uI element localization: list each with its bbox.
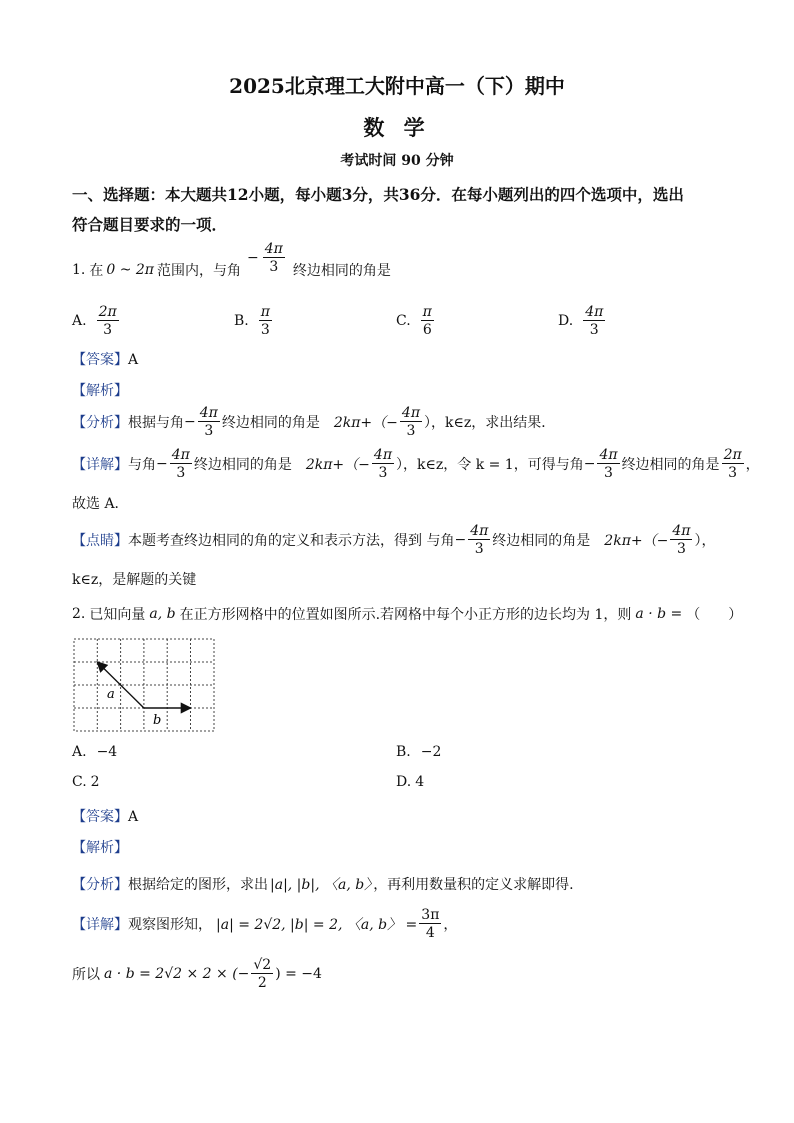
q2-analysis-tag: 【解析】	[72, 840, 128, 856]
q1-choose-line: 故选 A．	[72, 496, 129, 512]
q1-text-a: 在	[89, 263, 104, 279]
grid-lines	[74, 639, 214, 731]
q1-angle-fraction: $\frac{4\pi}{3}$	[264, 241, 283, 275]
section-heading-line2: 符合题目要求的一项．	[72, 215, 228, 234]
q1-option-c: C. $\frac{\pi}{6}$	[396, 304, 432, 338]
q2-fenxi: 【分析】根据给定的图形，求出 |a|, |b|, 〈a, b〉 ，再利用数量积的定义求解即得.	[72, 877, 574, 893]
q2-stem: 2. 已知向量 a, b 在正方形网格中的位置如图所示.若网格中每个小正方形的边长均为 1，则 a · b = （ ）	[72, 606, 743, 623]
q2-option-d: D. 4	[396, 774, 425, 790]
q1-option-b: B. $\frac{\pi}{3}$	[234, 304, 270, 338]
q2-option-b: B. −2	[396, 744, 442, 760]
q1-xiangjie: 【详解】 与角 − $\frac{4\pi}{3}$ 终边相同的角是 2kπ+（− $\frac{4\pi}{3}$ ），k∈z，令 k = 1，可得与角 − $\frac{4\pi}{3}$ 终边相同的角是 $\frac{2\pi}{3}$ ，	[72, 447, 760, 481]
q2-xiangjie: 【详解】 观察图形知， |a| = 2√2, |b| = 2, 〈a, b〉 = $\frac{3\pi}{4}$ ，	[72, 907, 458, 941]
q2-number: 2.	[72, 606, 86, 622]
section-heading-line1: 一、选择题：本大题共12小题，每小题3分，共36分．在每小题列出的四个选项中，选出	[72, 185, 684, 204]
q1-stem	[72, 241, 391, 287]
q1-fenxi: 【分析】 根据与角 − $\frac{4\pi}{3}$ 终边相同的角是 2kπ+（− $\frac{4\pi}{3}$ ），k∈z，求出结果．	[72, 405, 556, 439]
q2-final-line: 所以 a · b = 2√2 × 2 × (− $\frac{√2}{2}$ ) = −4	[72, 957, 322, 991]
q1-analysis-tag: 【解析】	[72, 383, 128, 399]
q1-option-a: A. $\frac{2\pi}{3}$	[72, 304, 117, 338]
q2-option-c: C. 2	[72, 774, 100, 790]
q1-dianjing-line2: k∈z，是解题的关键	[72, 572, 197, 588]
subject-title: 数 学	[363, 115, 431, 140]
exam-time: 考试时间 90 分钟	[340, 153, 454, 169]
q1-dianjing: 【点睛】 本题考查终边相同的角的定义和表示方法，得到 与角 − $\frac{4\pi}{3}$ 终边相同的角是 2kπ+（− $\frac{4\pi}{3}$ ），	[72, 523, 716, 557]
vector-b-label: b	[153, 713, 162, 728]
q1-answer: 【答案】A	[72, 352, 139, 368]
q1-option-d: D. $\frac{4\pi}{3}$	[558, 304, 604, 338]
q2-vector-grid-figure	[73, 638, 215, 738]
q1-range: 0 ~ 2π	[106, 262, 155, 278]
q1-number: 1.	[72, 262, 86, 278]
vector-a-label: a	[107, 687, 115, 702]
doc-title: 2025北京理工大附中高一（下）期中	[229, 74, 565, 98]
q1-text-c: 终边相同的角是	[292, 263, 391, 279]
q1-text-b: 范围内，与角	[157, 263, 242, 279]
q2-option-a: A. −4	[72, 744, 118, 760]
q1-angle-sign: −	[247, 250, 259, 266]
q2-answer: 【答案】A	[72, 809, 139, 825]
